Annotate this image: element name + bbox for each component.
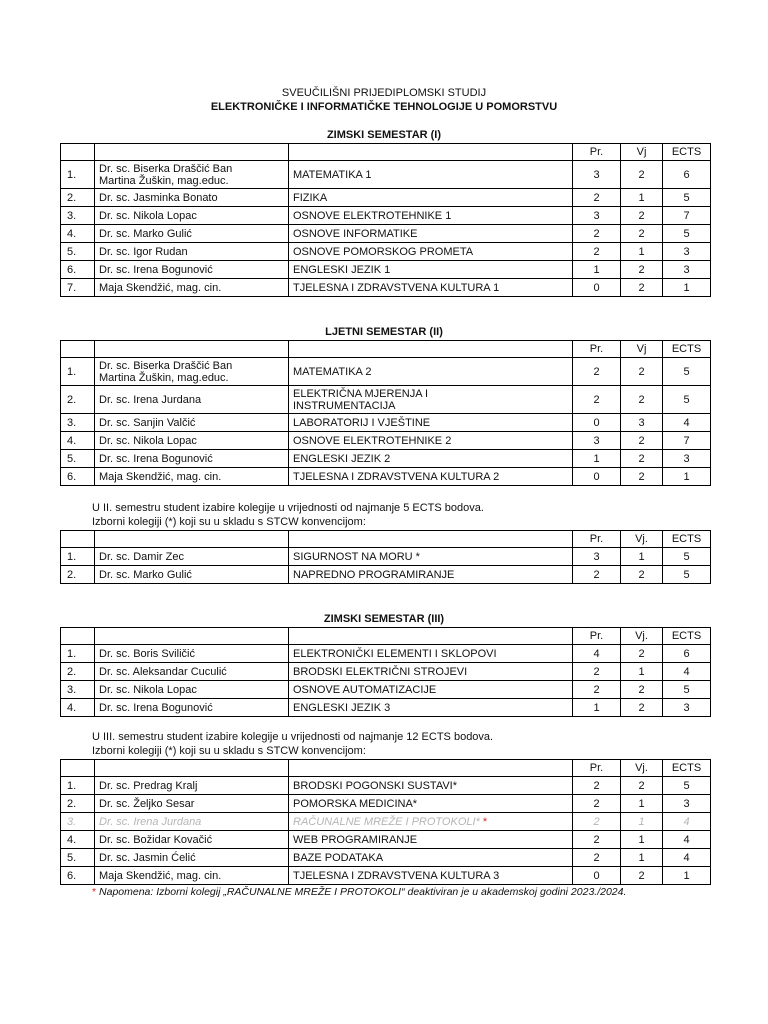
course-name: FIZIKA — [289, 189, 573, 207]
vj-value: 2 — [621, 207, 663, 225]
pr-value: 2 — [573, 795, 621, 813]
col-vj-header: Vj — [621, 341, 663, 358]
ects-value: 5 — [663, 225, 711, 243]
col-ects-header: ECTS — [663, 341, 711, 358]
course-name: OSNOVE INFORMATIKE — [289, 225, 573, 243]
teacher-name: Maja Skendžić, mag. cin. — [95, 468, 289, 486]
ects-value: 3 — [663, 795, 711, 813]
semester-2-elective-rule: U II. semestru student izabire kolegije u vrijednosti od najmanje 5 ECTS bodova. — [92, 502, 484, 514]
ects-value: 3 — [663, 699, 711, 717]
table-row — [61, 279, 711, 297]
semester-3-elective-rule: U III. semestru student izabire kolegije u vrijednosti od najmanje 12 ECTS bodova. — [92, 731, 494, 743]
row-number: 4. — [61, 699, 95, 717]
semester-2-title: LJETNI SEMESTAR (II) — [325, 326, 443, 338]
pr-value: 3 — [573, 161, 621, 189]
table-row — [61, 645, 711, 663]
table-row — [61, 548, 711, 566]
semester-3-elective-note: Izborni kolegiji (*) koji su u skladu s STCW konvencijom: — [92, 745, 366, 757]
vj-value: 2 — [621, 161, 663, 189]
table-row — [61, 189, 711, 207]
table-row — [61, 831, 711, 849]
row-number: 3. — [61, 414, 95, 432]
row-number: 1. — [61, 645, 95, 663]
teacher-name: Dr. sc. Biserka Draščić Ban — [99, 162, 233, 175]
col-pr-header: Pr. — [573, 144, 621, 161]
pr-value: 3 — [573, 207, 621, 225]
course-name: LABORATORIJ I VJEŠTINE — [289, 414, 573, 432]
col-ects-header: ECTS — [663, 760, 711, 777]
course-name: TJELESNA I ZDRAVSTVENA KULTURA 3 — [289, 867, 573, 885]
teacher-name: Martina Žuškin, mag.educ. — [99, 371, 229, 384]
table-row — [61, 867, 711, 885]
table-row — [61, 699, 711, 717]
vj-value: 2 — [621, 386, 663, 414]
teacher-cell — [95, 358, 289, 386]
pr-value: 2 — [573, 566, 621, 584]
row-number: 4. — [61, 225, 95, 243]
teacher-name: Dr. sc. Božidar Kovačić — [95, 831, 289, 849]
footnote-asterisk: * — [92, 886, 97, 898]
col-ects-header: ECTS — [663, 144, 711, 161]
program-title: ELEKTRONIČKE I INFORMATIČKE TEHNOLOGIJE U POMORSTVU — [210, 101, 558, 113]
teacher-name: Dr. sc. Nikola Lopac — [95, 432, 289, 450]
ects-value: 4 — [663, 663, 711, 681]
course-name: BAZE PODATAKA — [289, 849, 573, 867]
ects-value: 5 — [663, 566, 711, 584]
footnote-text: Napomena: Izborni kolegij „RAČUNALNE MREŽE I PROTOKOLI“ deaktiviran je u akademskoj godini 2023./2024. — [99, 886, 627, 898]
row-number: 1. — [61, 777, 95, 795]
row-number: 7. — [61, 279, 95, 297]
course-name: MATEMATIKA 2 — [289, 358, 573, 386]
vj-value: 1 — [621, 849, 663, 867]
col-vj-header: Vj. — [621, 760, 663, 777]
teacher-name: Dr. sc. Igor Rudan — [95, 243, 289, 261]
pr-value: 2 — [573, 849, 621, 867]
pr-value: 2 — [573, 831, 621, 849]
teacher-name: Maja Skendžić, mag. cin. — [95, 867, 289, 885]
pr-value: 2 — [573, 243, 621, 261]
teacher-name: Dr. sc. Marko Gulić — [95, 225, 289, 243]
program-level: SVEUČILIŠNI PRIJEDIPLOMSKI STUDIJ — [281, 87, 487, 99]
course-cell — [289, 813, 573, 831]
course-name: WEB PROGRAMIRANJE — [289, 831, 573, 849]
teacher-name: Dr. sc. Nikola Lopac — [95, 681, 289, 699]
course-name: ENGLESKI JEZIK 1 — [289, 261, 573, 279]
table-row — [61, 450, 711, 468]
col-pr-header: Pr. — [573, 760, 621, 777]
vj-value: 1 — [621, 189, 663, 207]
semester-3-table — [60, 627, 711, 717]
vj-value: 2 — [621, 261, 663, 279]
pr-value: 1 — [573, 261, 621, 279]
teacher-name: Dr. sc. Irena Bogunović — [95, 261, 289, 279]
col-vj-header: Vj. — [621, 628, 663, 645]
pr-value: 0 — [573, 414, 621, 432]
vj-value: 2 — [621, 468, 663, 486]
semester-2-table — [60, 340, 711, 486]
semester-3-electives-table — [60, 759, 711, 885]
row-number: 2. — [61, 189, 95, 207]
col-pr-header: Pr. — [573, 341, 621, 358]
row-number: 4. — [61, 831, 95, 849]
table-row — [61, 261, 711, 279]
teacher-name: Dr. sc. Željko Sesar — [95, 795, 289, 813]
col-vj-header: Vj — [621, 144, 663, 161]
row-number: 2. — [61, 663, 95, 681]
course-name: ENGLESKI JEZIK 3 — [289, 699, 573, 717]
pr-value: 3 — [573, 548, 621, 566]
table-row — [61, 795, 711, 813]
course-name: SIGURNOST NA MORU * — [289, 548, 573, 566]
col-ects-header: ECTS — [663, 531, 711, 548]
semester-2-elective-note: Izborni kolegiji (*) koji su u skladu s STCW konvencijom: — [92, 516, 366, 528]
semester-3-title: ZIMSKI SEMESTAR (III) — [323, 613, 445, 625]
ects-value: 6 — [663, 161, 711, 189]
course-name: OSNOVE AUTOMATIZACIJE — [289, 681, 573, 699]
teacher-name: Dr. sc. Aleksandar Cuculić — [95, 663, 289, 681]
pr-value: 1 — [573, 699, 621, 717]
table-row — [61, 161, 711, 189]
pr-value: 2 — [573, 777, 621, 795]
pr-value: 2 — [573, 663, 621, 681]
table-row — [61, 849, 711, 867]
teacher-name: Dr. sc. Boris Sviličić — [95, 645, 289, 663]
pr-value: 2 — [573, 358, 621, 386]
vj-value: 1 — [621, 243, 663, 261]
vj-value: 2 — [621, 645, 663, 663]
ects-value: 4 — [663, 414, 711, 432]
table-header-row — [61, 628, 711, 645]
teacher-name: Dr. sc. Predrag Kralj — [95, 777, 289, 795]
ects-value: 5 — [663, 358, 711, 386]
vj-value: 2 — [621, 566, 663, 584]
semester-2-electives-table — [60, 530, 711, 584]
row-number: 6. — [61, 468, 95, 486]
row-number: 5. — [61, 450, 95, 468]
table-header-row — [61, 144, 711, 161]
vj-value: 2 — [621, 681, 663, 699]
vj-value: 2 — [621, 279, 663, 297]
ects-value: 7 — [663, 432, 711, 450]
pr-value: 2 — [573, 189, 621, 207]
row-number: 1. — [61, 548, 95, 566]
row-number: 2. — [61, 386, 95, 414]
course-name: ELEKTRIČNA MJERENJA I — [293, 387, 429, 400]
vj-value: 2 — [621, 777, 663, 795]
row-number: 3. — [61, 207, 95, 225]
pr-value: 2 — [573, 225, 621, 243]
pr-value: 2 — [573, 386, 621, 414]
row-number: 4. — [61, 432, 95, 450]
teacher-name: Dr. sc. Nikola Lopac — [95, 207, 289, 225]
semester-1-table — [60, 143, 711, 297]
row-number: 1. — [61, 161, 95, 189]
table-header-row — [61, 760, 711, 777]
ects-value: 5 — [663, 386, 711, 414]
row-number: 2. — [61, 795, 95, 813]
vj-value: 3 — [621, 414, 663, 432]
teacher-name: Dr. sc. Irena Bogunović — [95, 450, 289, 468]
deactivated-marker: * — [482, 815, 488, 828]
pr-value: 1 — [573, 450, 621, 468]
vj-value: 2 — [621, 432, 663, 450]
ects-value: 5 — [663, 548, 711, 566]
pr-value: 0 — [573, 867, 621, 885]
vj-value: 2 — [621, 867, 663, 885]
table-row-disabled — [61, 813, 711, 831]
course-name: BRODSKI ELEKTRIČNI STROJEVI — [289, 663, 573, 681]
table-row — [61, 468, 711, 486]
pr-value: 3 — [573, 432, 621, 450]
course-name: POMORSKA MEDICINA* — [289, 795, 573, 813]
ects-value: 7 — [663, 207, 711, 225]
col-ects-header: ECTS — [663, 628, 711, 645]
vj-value: 2 — [621, 225, 663, 243]
teacher-name: Martina Žuškin, mag.educ. — [99, 174, 229, 187]
teacher-name: Dr. sc. Biserka Draščić Ban — [99, 359, 233, 372]
course-name: OSNOVE POMORSKOG PROMETA — [289, 243, 573, 261]
vj-value: 2 — [621, 358, 663, 386]
table-row — [61, 777, 711, 795]
ects-value: 4 — [663, 849, 711, 867]
teacher-name: Dr. sc. Jasmin Ćelić — [95, 849, 289, 867]
teacher-name: Maja Skendžić, mag. cin. — [95, 279, 289, 297]
teacher-name: Dr. sc. Damir Zec — [95, 548, 289, 566]
course-name: ENGLESKI JEZIK 2 — [289, 450, 573, 468]
teacher-name: Dr. sc. Irena Bogunović — [95, 699, 289, 717]
pr-value: 0 — [573, 468, 621, 486]
ects-value: 5 — [663, 681, 711, 699]
course-name: ELEKTRONIČKI ELEMENTI I SKLOPOVI — [289, 645, 573, 663]
ects-value: 5 — [663, 777, 711, 795]
row-number: 6. — [61, 867, 95, 885]
row-number: 5. — [61, 849, 95, 867]
vj-value: 1 — [621, 663, 663, 681]
table-row — [61, 681, 711, 699]
row-number: 1. — [61, 358, 95, 386]
course-name: OSNOVE ELEKTROTEHNIKE 1 — [289, 207, 573, 225]
ects-value: 3 — [663, 261, 711, 279]
teacher-name: Dr. sc. Sanjin Valčić — [95, 414, 289, 432]
teacher-name: Dr. sc. Marko Gulić — [95, 566, 289, 584]
ects-value: 1 — [663, 279, 711, 297]
vj-value: 1 — [621, 795, 663, 813]
row-number: 3. — [61, 813, 95, 831]
row-number: 2. — [61, 566, 95, 584]
course-cell — [289, 386, 573, 414]
vj-value: 1 — [621, 548, 663, 566]
ects-value: 4 — [663, 813, 711, 831]
vj-value: 2 — [621, 699, 663, 717]
table-row — [61, 566, 711, 584]
teacher-name: Dr. sc. Irena Jurdana — [95, 813, 289, 831]
col-pr-header: Pr. — [573, 628, 621, 645]
table-row — [61, 207, 711, 225]
table-row — [61, 358, 711, 386]
pr-value: 4 — [573, 645, 621, 663]
vj-value: 1 — [621, 813, 663, 831]
table-row — [61, 386, 711, 414]
col-vj-header: Vj. — [621, 531, 663, 548]
table-row — [61, 243, 711, 261]
row-number: 6. — [61, 261, 95, 279]
course-name: TJELESNA I ZDRAVSTVENA KULTURA 2 — [289, 468, 573, 486]
table-header-row — [61, 341, 711, 358]
ects-value: 1 — [663, 468, 711, 486]
course-name: TJELESNA I ZDRAVSTVENA KULTURA 1 — [289, 279, 573, 297]
teacher-name: Dr. sc. Jasminka Bonato — [95, 189, 289, 207]
vj-value: 2 — [621, 450, 663, 468]
course-name: RAČUNALNE MREŽE I PROTOKOLI* — [293, 815, 480, 828]
row-number: 5. — [61, 243, 95, 261]
semester-1-title: ZIMSKI SEMESTAR (I) — [326, 129, 442, 141]
ects-value: 3 — [663, 243, 711, 261]
row-number: 3. — [61, 681, 95, 699]
ects-value: 5 — [663, 189, 711, 207]
teacher-cell — [95, 161, 289, 189]
table-row — [61, 414, 711, 432]
course-name: BRODSKI POGONSKI SUSTAVI* — [289, 777, 573, 795]
course-name: OSNOVE ELEKTROTEHNIKE 2 — [289, 432, 573, 450]
pr-value: 2 — [573, 813, 621, 831]
course-name: MATEMATIKA 1 — [289, 161, 573, 189]
ects-value: 3 — [663, 450, 711, 468]
ects-value: 1 — [663, 867, 711, 885]
deactivation-footnote — [92, 886, 626, 898]
table-row — [61, 225, 711, 243]
table-row — [61, 663, 711, 681]
pr-value: 0 — [573, 279, 621, 297]
col-pr-header: Pr. — [573, 531, 621, 548]
pr-value: 2 — [573, 681, 621, 699]
course-name: NAPREDNO PROGRAMIRANJE — [289, 566, 573, 584]
ects-value: 4 — [663, 831, 711, 849]
table-header-row — [61, 531, 711, 548]
vj-value: 1 — [621, 831, 663, 849]
ects-value: 6 — [663, 645, 711, 663]
table-row — [61, 432, 711, 450]
course-name: INSTRUMENTACIJA — [293, 399, 396, 412]
teacher-name: Dr. sc. Irena Jurdana — [95, 386, 289, 414]
